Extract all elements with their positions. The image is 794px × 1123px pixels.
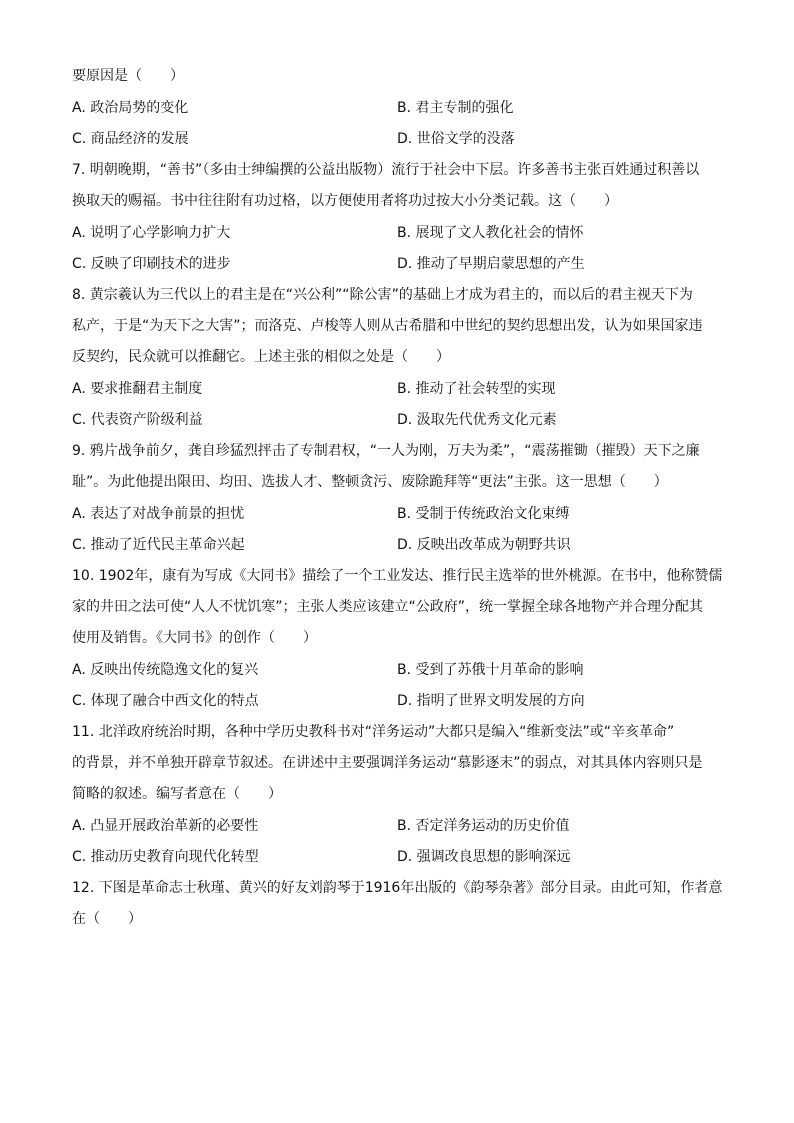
q7-option-b: B. 展现了文人教化社会的情怀 [397,225,584,241]
q10-option-b: B. 受到了苏俄十月革命的影响 [397,662,584,678]
q6-option-d: D. 世俗文学的没落 [397,131,515,147]
q11-option-a: A. 凸显开展政治革新的必要性 [72,818,259,834]
q10-option-d: D. 指明了世界文明发展的方向 [397,693,585,709]
q8-stem-line-2: 私产，于是“为天下之大害”；而洛克、卢梭等人则从古希腊和中世纪的契约思想出发，认为如果国家违 [72,318,703,334]
q10-stem-line-2: 家的井田之法可使“人人不忧饥寒”；主张人类应该建立“公政府”，统一掌握全球各地物产并合理分配其 [72,599,704,615]
q11-option-d: D. 强调改良思想的影响深远 [397,849,571,865]
q9-option-b: B. 受制于传统政治文化束缚 [397,506,570,522]
q8-option-c: C. 代表资产阶级利益 [72,412,203,428]
q10-stem-line-1: 10. 1902年，康有为写成《大同书》描绘了一个工业发达、推行民主选举的世外桃源。在书中，他称赞儒 [72,568,722,584]
q12-stem-line-2: 在（ ） [72,911,142,927]
q8-option-a: A. 要求推翻君主制度 [72,381,203,397]
q6-option-a: A. 政治局势的变化 [72,100,189,116]
q8-stem-line-1: 8. 黄宗羲认为三代以上的君主是在“兴公利”“除公害”的基础上才成为君主的，而以后的君主视天下为 [72,287,693,303]
q7-option-c: C. 反映了印刷技术的进步 [72,256,231,272]
q10-option-a: A. 反映出传统隐逸文化的复兴 [72,662,259,678]
q9-stem-line-1: 9. 鸦片战争前夕，龚自珍猛烈抨击了专制君权，“一人为刚，万夫为柔”，“震荡摧锄（摧毁）天下之廉 [72,443,700,459]
q8-option-d: D. 汲取先代优秀文化元素 [397,412,557,428]
q7-stem-line-2: 换取天的赐福。书中往往附有功过格，以方便使用者将功过按大小分类记载。这（ ） [72,193,618,209]
q11-stem-line-2: 的背景，并不单独开辟章节叙述。在讲述中主要强调洋务运动“慕影逐末”的弱点，对其具体内容则只是 [72,755,703,771]
q6-option-c: C. 商品经济的发展 [72,131,189,147]
q11-stem-line-1: 11. 北洋政府统治时期，各种中学历史教科书对“洋务运动”大都只是编入“维新变法”或“辛亥革命” [72,724,675,740]
q7-stem-line-1: 7. 明朝晚期，“善书”（多由士绅编撰的公益出版物）流行于社会中下层。许多善书主张百姓通过积善以 [72,162,700,178]
q8-stem-line-3: 反契约，民众就可以推翻它。上述主张的相似之处是（ ） [72,349,450,365]
q10-option-c: C. 体现了融合中西文化的特点 [72,693,259,709]
q11-option-b: B. 否定洋务运动的历史价值 [397,818,570,834]
q8-option-b: B. 推动了社会转型的实现 [397,381,556,397]
q11-option-c: C. 推动历史教育向现代化转型 [72,849,259,865]
q9-stem-line-2: 耻”。为此他提出限田、均田、选拔人才、整顿贪污、废除跪拜等“更法”主张。这一思想（ ） [72,474,668,490]
q9-option-a: A. 表达了对战争前景的担忧 [72,506,245,522]
q7-option-d: D. 推动了早期启蒙思想的产生 [397,256,585,272]
q12-stem-line-1: 12. 下图是革命志士秋瑾、黄兴的好友刘韵琴于1916年出版的《韵琴杂著》部分目录。由此可知，作者意 [72,880,722,896]
q9-option-d: D. 反映出改革成为朝野共识 [397,537,571,553]
q7-option-a: A. 说明了心学影响力扩大 [72,225,231,241]
q6-stem: 要原因是（ ） [72,68,184,84]
q6-option-b: B. 君主专制的强化 [397,100,514,116]
q10-stem-line-3: 使用及销售。《大同书》的创作（ ） [72,630,317,646]
q11-stem-line-3: 简略的叙述。编写者意在（ ） [72,786,282,802]
q9-option-c: C. 推动了近代民主革命兴起 [72,537,245,553]
